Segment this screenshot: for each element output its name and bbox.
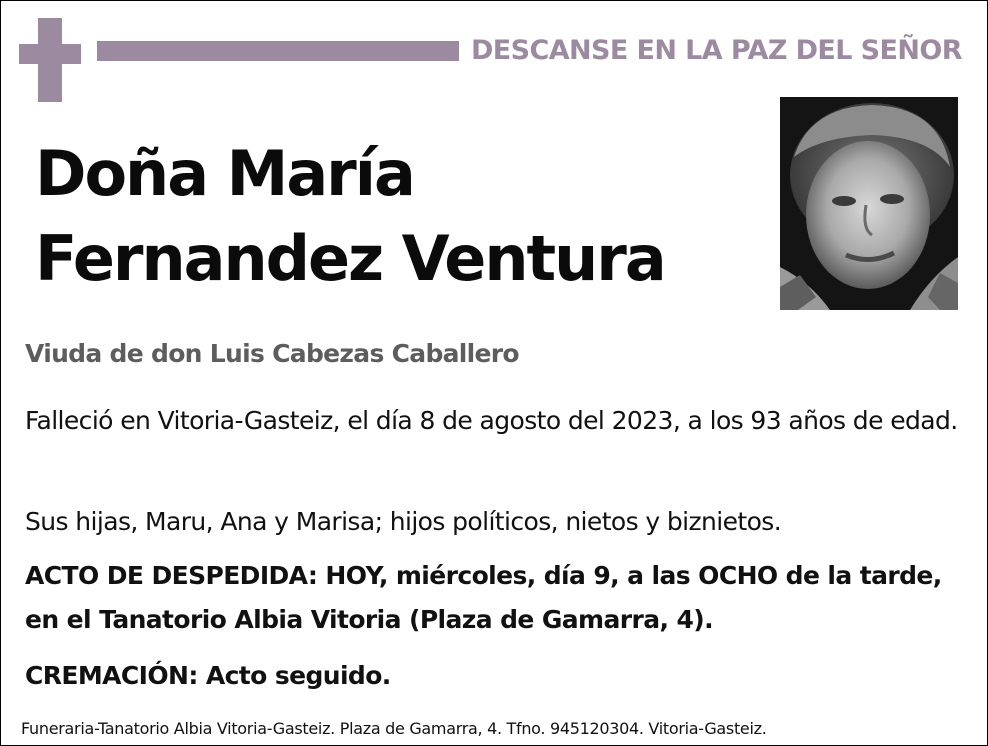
cross-horizontal-bar: [19, 44, 81, 64]
deceased-name-line2: Fernandez Ventura: [35, 222, 665, 295]
deceased-name: [35, 131, 755, 301]
family-paragraph: Sus hijas, Maru, Ana y Marisa; hijos políticos, nietos y biznietos.: [25, 507, 782, 536]
widow-subtitle: Viuda de don Luis Cabezas Caballero: [25, 339, 519, 368]
funeral-home-footer: Funeraria-Tanatorio Albia Vitoria-Gasteiz. Plaza de Gamarra, 4. Tfno. 945120304. Vitoria-Gasteiz.: [21, 719, 767, 738]
portrait-image: [780, 97, 958, 310]
header-motto: DESCANSE EN LA PAZ DEL SEÑOR: [471, 35, 962, 66]
death-notice-paragraph: Falleció en Vitoria-Gasteiz, el día 8 de agosto del 2023, a los 93 años de edad.: [25, 406, 958, 435]
header-rule: [97, 41, 459, 61]
deceased-name-line1: Doña María: [35, 137, 414, 210]
cremation-paragraph: CREMACIÓN: Acto seguido.: [25, 661, 391, 690]
deceased-photo: [780, 97, 958, 310]
farewell-paragraph: ACTO DE DESPEDIDA: HOY, miércoles, día 9, a las OCHO de la tarde, en el Tanatorio Albia Vitoria (Plaza de Gamarra, 4).: [25, 561, 942, 634]
